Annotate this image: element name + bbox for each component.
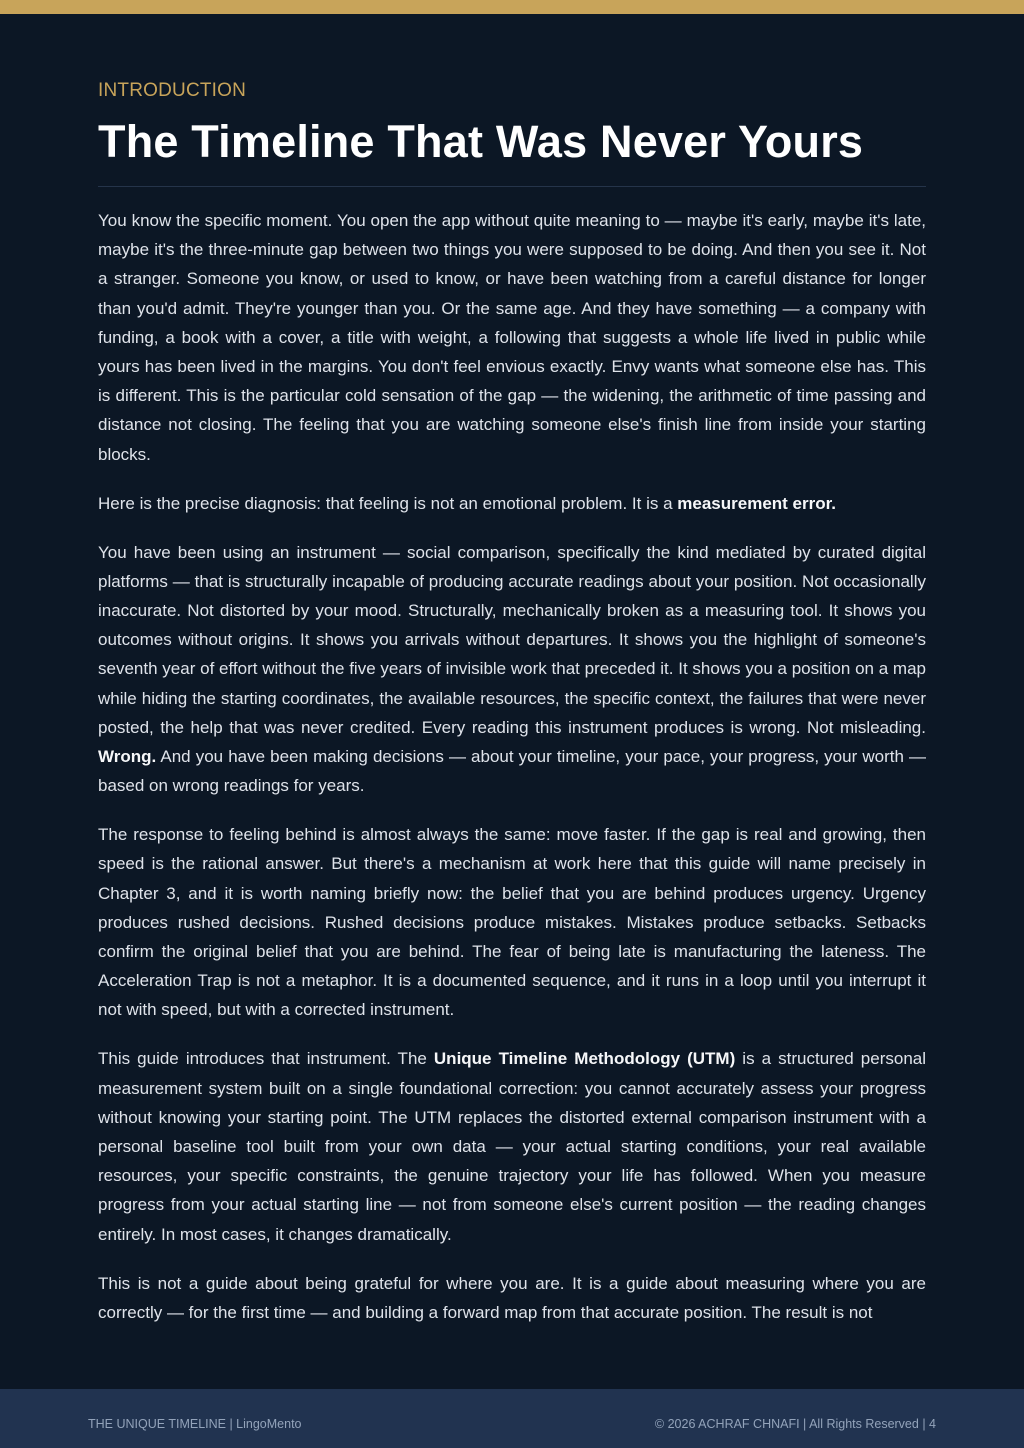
top-accent-bar <box>0 0 1024 14</box>
page-title: The Timeline That Was Never Yours <box>98 114 926 187</box>
page-content <box>98 78 926 1327</box>
paragraph-3-text-b: And you have been making decisions — about your timeline, your pace, your progress, your worth — based on wrong readings for years. <box>98 747 926 796</box>
paragraph-3 <box>98 538 926 801</box>
paragraph-2-emphasis: measurement error. <box>677 493 837 513</box>
paragraph-5-text-b: is a structured personal measurement system built on a single foundational correction: you cannot accurately assess your progress without knowing your starting point. The UTM replaces the distorted external comparison instrument with a personal baseline tool built from your own data — your actual starting conditions, your real available resources, your specific constraints, the genuine trajectory your life has followed. When you measure progress from your actual starting line — not from someone else's current position — the reading changes entirely. In most cases, it changes dramatically. <box>98 1049 926 1244</box>
body-text <box>98 206 926 1327</box>
section-label: INTRODUCTION <box>98 80 247 101</box>
paragraph-3-emphasis: Wrong. <box>98 747 157 767</box>
paragraph-5-text-a: This guide introduces that instrument. The <box>98 1049 434 1069</box>
paragraph-2-text: Here is the precise diagnosis: that feeling is not an emotional problem. It is a <box>98 493 678 513</box>
paragraph-4: The response to feeling behind is almost always the same: move faster. If the gap is real and growing, then speed is the rational answer. But there's a mechanism at work here that this guide will name precisely in Chapter 3, and it is worth naming briefly now: the belief that you are behind produces urgency. Urgency produces rushed decisions. Rushed decisions produce mistakes. Mistakes produce setbacks. Setbacks confirm the original belief that you are behind. The fear of being late is manufacturing the lateness. The Acceleration Trap is not a metaphor. It is a documented sequence, and it runs in a loop until you interrupt it not with speed, but with a corrected instrument. <box>98 825 926 1020</box>
paragraph-5 <box>98 1044 926 1248</box>
paragraph-3-text-a: You have been using an instrument — social comparison, specifically the kind mediated by curated digital platforms — that is structurally incapable of producing accurate readings about your position. Not occasionally inaccurate. Not distorted by your mood. Structurally, mechanically broken as a measuring tool. It shows you outcomes without origins. It shows you arrivals without departures. It shows you the highlight of someone's seventh year of effort without the five years of invisible work that preceded it. It shows you a position on a map while hiding the starting coordinates, the available resources, the specific context, the failures that were never posted, the help that was never credited. Every reading this instrument produces is wrong. Not misleading. <box>98 542 926 737</box>
footer-book-title: THE UNIQUE TIMELINE | LingoMento <box>88 1417 302 1431</box>
paragraph-6: This is not a guide about being grateful for where you are. It is a guide about measuring where you are correctly — for the first time — and building a forward map from that accurate position. The result is not <box>98 1273 926 1322</box>
paragraph-1: You know the specific moment. You open the app without quite meaning to — maybe it's early, maybe it's late, maybe it's the three-minute gap between two things you were supposed to be doing. And then you see it. Not a stranger. Someone you know, or used to know, or have been watching from a careful distance for longer than you'd admit. They're younger than you. Or the same age. And they have something — a company with funding, a book with a cover, a title with weight, a following that suggests a whole life lived in public while yours has been lived in the margins. You don't feel envious exactly. Envy wants what someone else has. This is different. This is the particular cold sensation of the gap — the widening, the arithmetic of time passing and distance not closing. The feeling that you are watching someone else's finish line from inside your starting blocks. <box>98 211 926 464</box>
paragraph-2 <box>98 489 926 518</box>
page-footer <box>0 1389 1024 1448</box>
footer-copyright: © 2026 ACHRAF CHNAFI | All Rights Reserved | 4 <box>654 1417 936 1431</box>
paragraph-5-emphasis: Unique Timeline Methodology (UTM) <box>433 1049 736 1069</box>
